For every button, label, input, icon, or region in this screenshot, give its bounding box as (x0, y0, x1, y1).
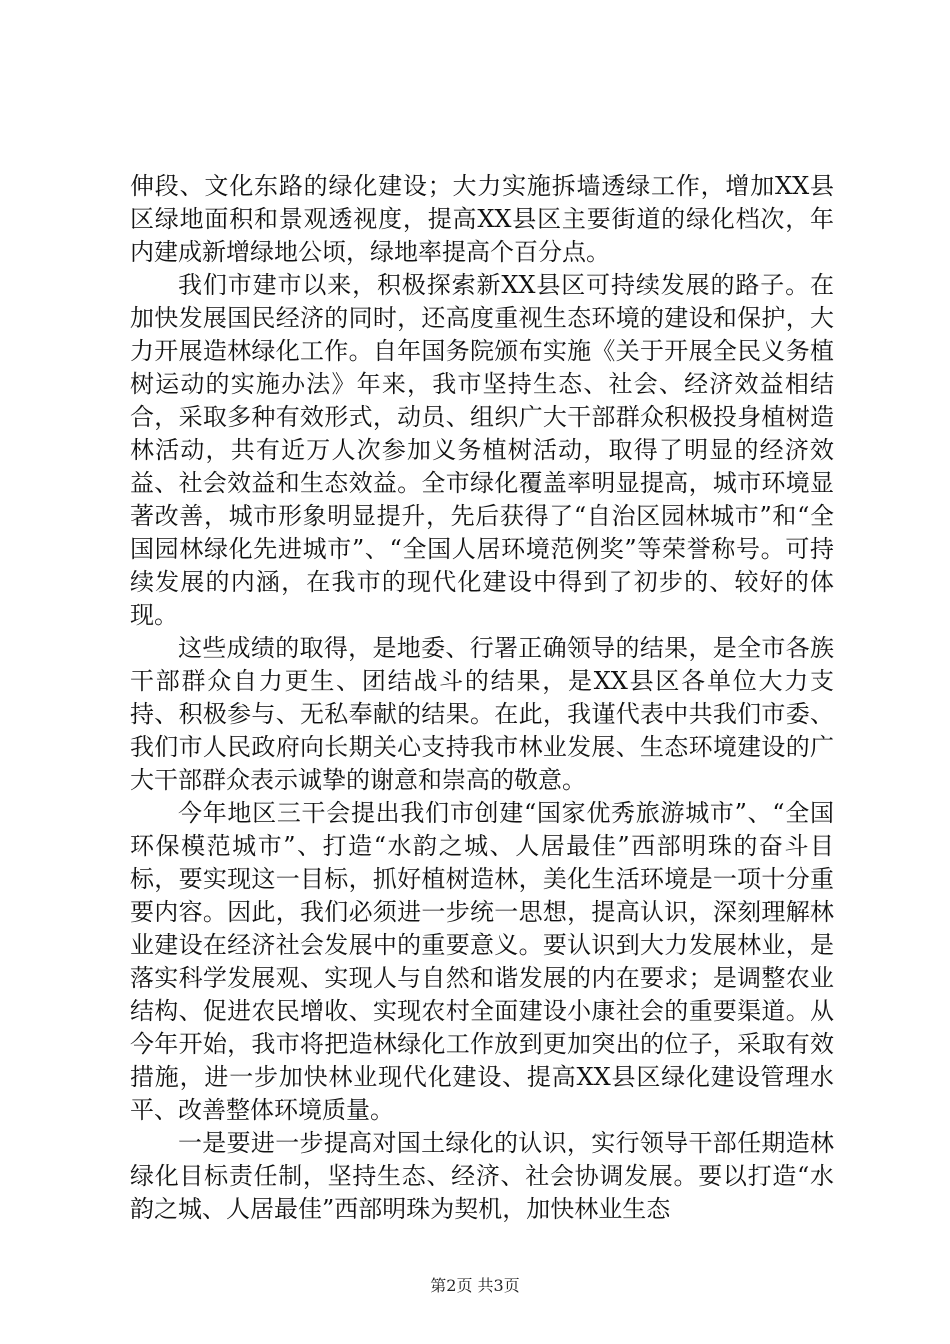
page-footer: 第2页 共3页 (430, 1276, 520, 1295)
paragraph-acknowledgement: 这些成绩的取得，是地委、行署正确领导的结果，是全市各族干部群众自力更生、团结战斗的结果，是XX县区各单位大力支持、积极参与、无私奉献的结果。在此，我谨代表中共我们市委、我们市人民政府向长期关心支持我市林业发展、生态环境建设的广大干部群众表示诚挚的谢意和崇高的敬意。 (130, 634, 834, 794)
document-body (130, 170, 834, 1226)
paragraph-continued: 伸段、文化东路的绿化建设；大力实施拆墙透绿工作，增加XX县区绿地面积和景观透视度，提高XX县区主要街道的绿化档次，年内建成新增绿地公顷，绿地率提高个百分点。 (130, 172, 834, 266)
paragraph-point-one: 一是要进一步提高对国土绿化的认识，实行领导干部任期造林绿化目标责任制，坚持生态、经济、社会协调发展。要以打造“水韵之城、人居最佳”西部明珠为契机，加快林业生态 (130, 1129, 834, 1223)
paragraph-city-achievements: 我们市建市以来，积极探索新XX县区可持续发展的路子。在加快发展国民经济的同时，还高度重视生态环境的建设和保护，大力开展造林绿化工作。自年国务院颁布实施《关于开展全民义务植树运动的实施办法》年来，我市坚持生态、社会、经济效益相结合，采取多种有效形式，动员、组织广大干部群众积极投身植树造林活动，共有近万人次参加义务植树活动，取得了明显的经济效益、社会效益和生态效益。全市绿化覆盖率明显提高，城市环境显著改善，城市形象明显提升，先后获得了“自治区园林城市”和“全国园林绿化先进城市”、“全国人居环境范例奖”等荣誉称号。可持续发展的内涵，在我市的现代化建设中得到了初步的、较好的体现。 (130, 271, 834, 629)
paragraph-goals: 今年地区三干会提出我们市创建“国家优秀旅游城市”、“全国环保模范城市”、打造“水韵之城、人居最佳”西部明珠的奋斗目标，要实现这一目标，抓好植树造林，美化生活环境是一项十分重要内容。因此，我们必须进一步统一思想，提高认识，深刻理解林业建设在经济社会发展中的重要意义。要认识到大力发展林业，是落实科学发展观、实现人与自然和谐发展的内在要求；是调整农业结构、促进农民增收、实现农村全面建设小康社会的重要渠道。从今年开始，我市将把造林绿化工作放到更加突出的位子，采取有效措施，进一步加快林业现代化建设、提高XX县区绿化建设管理水平、改善整体环境质量。 (130, 799, 834, 1124)
